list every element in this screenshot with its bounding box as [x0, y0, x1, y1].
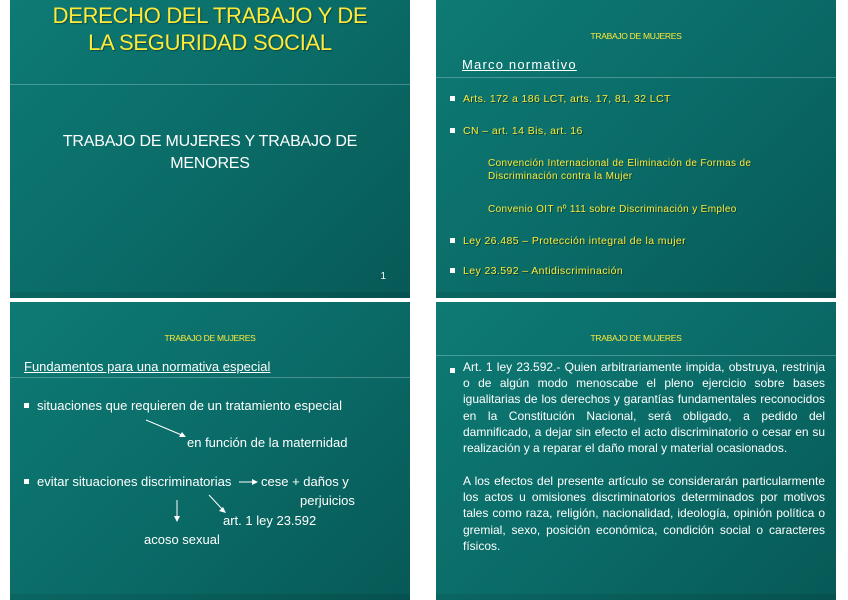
maternidad-text: en función de la maternidad — [187, 435, 348, 450]
bullet-square-icon — [450, 368, 455, 373]
cese-text: cese + daños y — [261, 474, 349, 489]
sub-item-line-1: Convención Internacional de Eliminación de Formas de — [488, 158, 752, 169]
bullet-square-icon — [24, 479, 29, 484]
bullet-square-icon — [450, 268, 455, 273]
section-heading: Marco normativo — [462, 57, 577, 72]
bullet-text: situaciones que requieren de un tratamiento especial — [37, 398, 342, 413]
right-arrow-icon — [238, 475, 260, 489]
bullet-item — [450, 235, 686, 247]
sub-item: Convenio OIT nº 111 sobre Discriminación y Empleo — [488, 204, 737, 215]
perjuicios-text: perjuicios — [300, 493, 355, 508]
slide-divider — [10, 377, 410, 378]
bullet-item — [450, 125, 583, 137]
slide-4 — [436, 302, 836, 600]
section-heading: Fundamentos para una normativa especial — [24, 359, 271, 374]
slide-divider — [10, 84, 410, 85]
bullet-text: Ley 23.592 – Antidiscriminación — [463, 265, 624, 277]
slide-header: TRABAJO DE MUJERES — [590, 333, 682, 343]
slide-1 — [10, 0, 410, 298]
sub-item — [488, 157, 751, 183]
slide-title-line-2: LA SEGURIDAD SOCIAL — [88, 30, 332, 55]
slide-header: TRABAJO DE MUJERES — [164, 333, 256, 343]
bullet-item — [450, 93, 671, 105]
bullet-text: Ley 26.485 – Protección integral de la mujer — [463, 235, 687, 247]
slide-divider — [436, 355, 836, 356]
slide-title — [10, 2, 410, 56]
bullet-text: CN – art. 14 Bis, art. 16 — [463, 125, 583, 137]
bullet-square-icon — [24, 403, 29, 408]
bullet-square-icon — [450, 128, 455, 133]
slide-2 — [436, 0, 836, 298]
slide-header: TRABAJO DE MUJERES — [590, 31, 682, 41]
slide-subtitle-line-2: MENORES — [170, 155, 250, 172]
bullet-item — [24, 474, 231, 489]
sub-item-line-2: Discriminación contra la Mujer — [488, 171, 633, 182]
slide-divider — [436, 77, 836, 78]
slide-3 — [10, 302, 410, 600]
bullet-square-icon — [450, 96, 455, 101]
bullet-text: evitar situaciones discriminatorias — [37, 474, 232, 489]
article-paragraph-2: A los efectos del presente artículo se considerarán particularmente los actos u omisiones discriminatorios determinados por motivos tales como raza, religión, nacionalidad, ideología, opinión política o gremial, sexo, posición económica, condición social o caracteres físicos. — [463, 474, 825, 553]
slide-title-line-1: DERECHO DEL TRABAJO Y DE — [52, 3, 368, 28]
bullet-item — [24, 398, 342, 413]
diagonal-arrow-icon — [140, 416, 190, 442]
slide-subtitle-line-1: TRABAJO DE MUJERES Y TRABAJO DE — [62, 133, 358, 150]
bullet-square-icon — [450, 238, 455, 243]
slide-subtitle — [10, 131, 410, 175]
page-number: 1 — [380, 271, 386, 282]
article-paragraph-1: Art. 1 ley 23.592.- Quien arbitrariamente impida, obstruya, restrinja o de algún modo menoscabe el pleno ejercicio sobre bases igualitarias de los derechos y garantías fundamentales reconocidos en la Constitución Nacional, será obligado, a pedido del damnificado, a dejar sin efecto el acto discriminatorio o cesar en su realización y a reparar el daño moral y material ocasionados. — [463, 360, 825, 456]
acoso-text: acoso sexual — [144, 532, 220, 547]
art-ley-text: art. 1 ley 23.592 — [223, 513, 317, 528]
down-arrow-icon — [170, 498, 184, 526]
bullet-text: Arts. 172 a 186 LCT, arts. 17, 81, 32 LCT — [463, 93, 671, 105]
bullet-item — [450, 265, 623, 277]
